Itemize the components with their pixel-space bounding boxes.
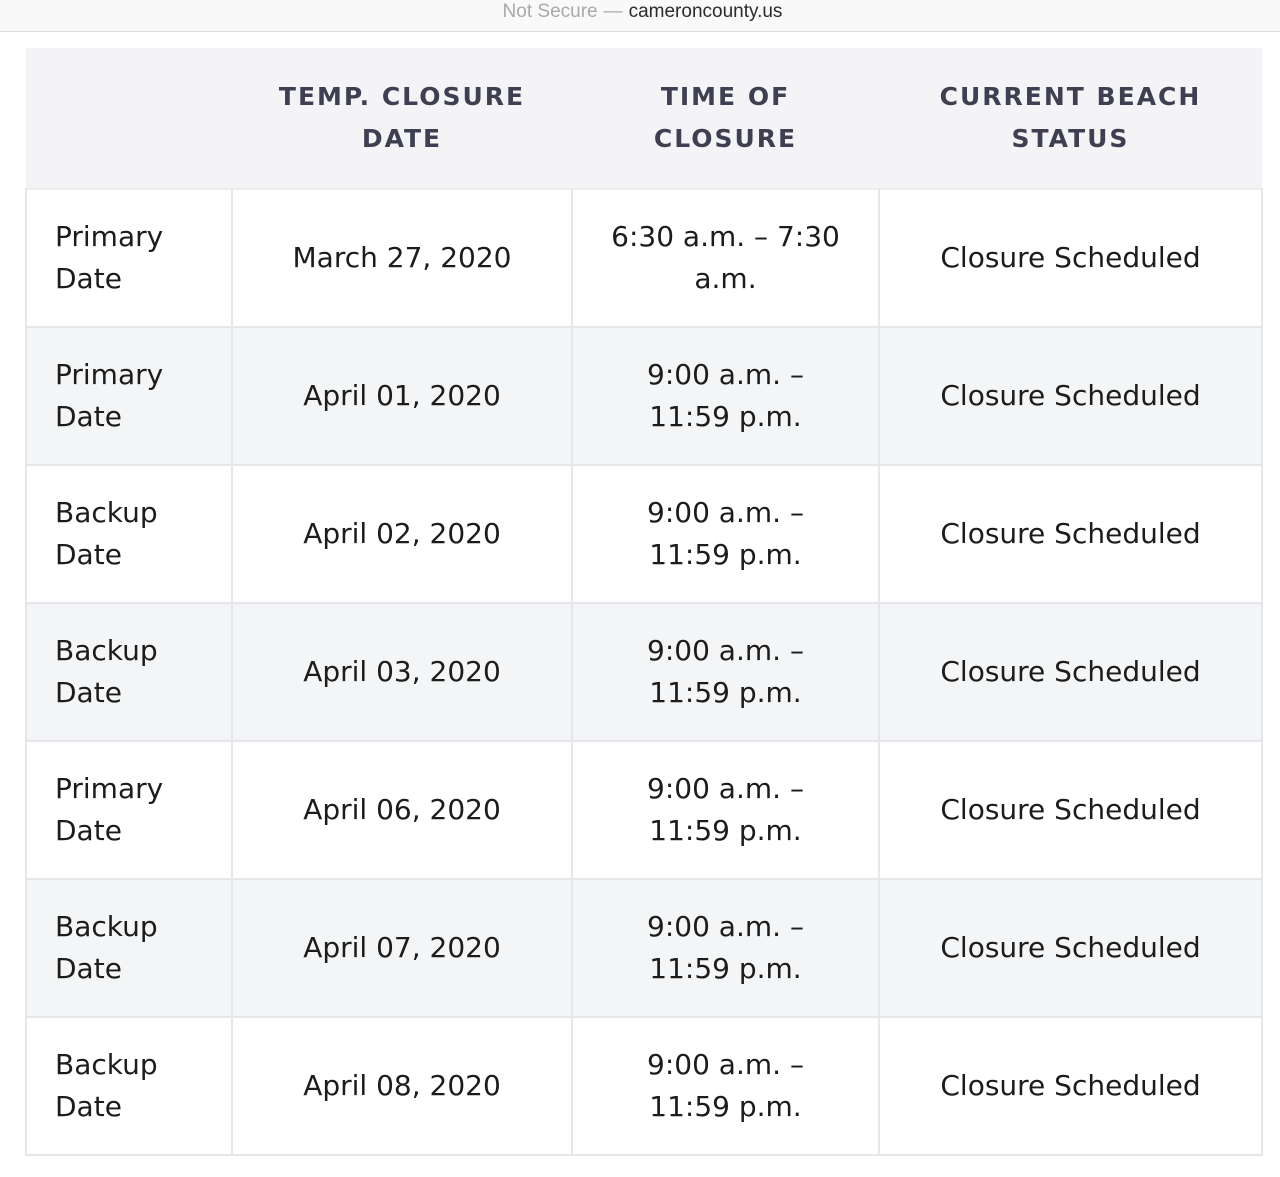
closure-time-cell: 9:00 a.m. – 11:59 p.m. <box>572 465 879 603</box>
table-header <box>26 48 1262 189</box>
closure-date-cell: April 03, 2020 <box>232 603 572 741</box>
closure-date-cell: April 01, 2020 <box>232 327 572 465</box>
security-label: Not Secure <box>502 1 598 22</box>
date-type-cell: Primary Date <box>26 327 232 465</box>
closure-time-cell: 9:00 a.m. – 11:59 p.m. <box>572 1017 879 1155</box>
closure-date-cell: April 06, 2020 <box>232 741 572 879</box>
date-type-cell: Primary Date <box>26 189 232 327</box>
beach-status-cell: Closure Scheduled <box>879 741 1262 879</box>
table-row <box>26 189 1262 327</box>
table-row <box>26 1017 1262 1155</box>
header-date-type <box>26 48 232 189</box>
date-type-cell: Primary Date <box>26 741 232 879</box>
url-separator: — <box>603 1 623 22</box>
closure-time-cell: 9:00 a.m. – 11:59 p.m. <box>572 603 879 741</box>
beach-status-cell: Closure Scheduled <box>879 603 1262 741</box>
url-host: cameroncounty.us <box>628 1 783 22</box>
url-display[interactable] <box>503 0 783 24</box>
header-row <box>26 48 1262 189</box>
table-row <box>26 465 1262 603</box>
table-body <box>26 189 1262 1155</box>
beach-status-cell: Closure Scheduled <box>879 1017 1262 1155</box>
header-closure-time: TIME OF CLOSURE <box>572 48 879 189</box>
date-type-cell: Backup Date <box>26 603 232 741</box>
closure-date-cell: April 08, 2020 <box>232 1017 572 1155</box>
closure-date-cell: March 27, 2020 <box>232 189 572 327</box>
beach-status-cell: Closure Scheduled <box>879 879 1262 1017</box>
table-row <box>26 327 1262 465</box>
closure-time-cell: 9:00 a.m. – 11:59 p.m. <box>572 741 879 879</box>
date-type-cell: Backup Date <box>26 465 232 603</box>
table-row <box>26 879 1262 1017</box>
closure-time-cell: 9:00 a.m. – 11:59 p.m. <box>572 879 879 1017</box>
header-closure-date: TEMP. CLOSURE DATE <box>232 48 572 189</box>
closure-date-cell: April 02, 2020 <box>232 465 572 603</box>
table-row <box>26 741 1262 879</box>
beach-status-cell: Closure Scheduled <box>879 189 1262 327</box>
date-type-cell: Backup Date <box>26 1017 232 1155</box>
closure-time-cell: 6:30 a.m. – 7:30 a.m. <box>572 189 879 327</box>
beach-closure-table-container <box>25 48 1261 1156</box>
closure-time-cell: 9:00 a.m. – 11:59 p.m. <box>572 327 879 465</box>
beach-status-cell: Closure Scheduled <box>879 465 1262 603</box>
beach-closure-table <box>25 48 1263 1156</box>
beach-status-cell: Closure Scheduled <box>879 327 1262 465</box>
address-bar[interactable] <box>0 0 1280 32</box>
closure-date-cell: April 07, 2020 <box>232 879 572 1017</box>
table-row <box>26 603 1262 741</box>
date-type-cell: Backup Date <box>26 879 232 1017</box>
header-beach-status: CURRENT BEACH STATUS <box>879 48 1262 189</box>
